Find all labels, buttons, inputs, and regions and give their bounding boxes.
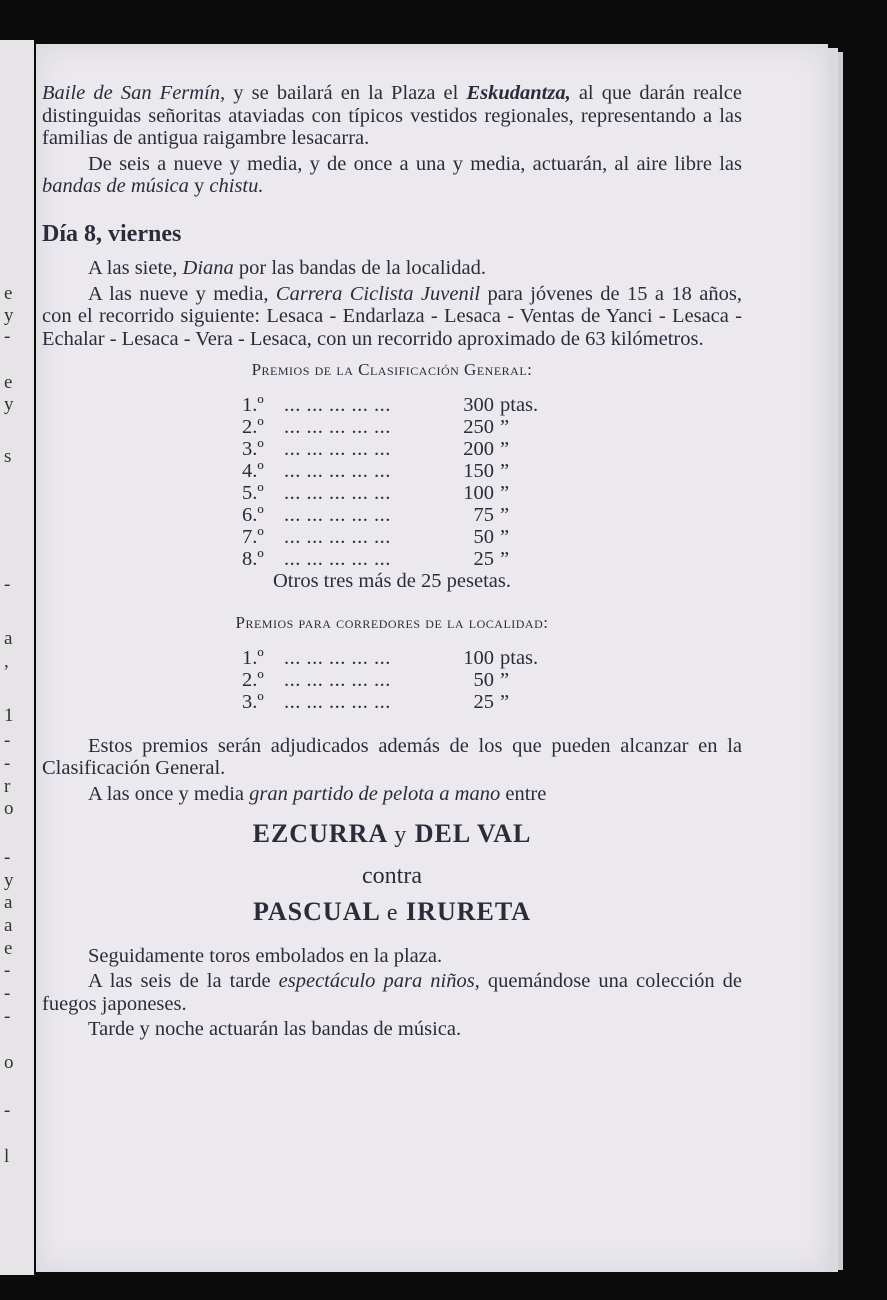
prize-list	[42, 394, 742, 570]
prize-leader: ... ... ... ... ...	[284, 481, 391, 504]
prizes-note: Otros tres más de 25 pesetas.	[273, 569, 511, 592]
page-content	[42, 82, 742, 1041]
prize-leader: ... ... ... ... ...	[284, 459, 391, 482]
prize-amount: 100	[463, 646, 494, 669]
prize-unit: ptas.	[500, 393, 539, 416]
prize-leader: ... ... ... ... ...	[284, 503, 391, 526]
prizes-heading: Premios de la Clasificación General:	[251, 360, 533, 379]
text-italic: Baile de San Fermín,	[42, 82, 226, 104]
prize-unit: ”	[500, 437, 510, 460]
left-fragment: o	[4, 1052, 14, 1073]
text: por las bandas de la localidad.	[233, 257, 486, 279]
prize-position: 4.º	[242, 459, 264, 482]
prize-row	[42, 691, 742, 713]
text-italic: espectáculo para niños,	[278, 970, 480, 992]
text-italic: Carrera Ciclista Juvenil	[275, 282, 481, 305]
left-fragment: s	[4, 446, 12, 467]
left-fragment: a	[4, 915, 13, 936]
local-prizes-heading: Premios para corredores de la localidad:	[235, 613, 549, 632]
prize-unit: ptas.	[500, 646, 539, 669]
left-fragment: o	[4, 798, 14, 819]
left-fragment: -	[4, 326, 11, 347]
prize-amount: 300	[463, 393, 494, 416]
prize-row	[42, 394, 742, 416]
text: A las once y media	[88, 782, 250, 805]
text: quemándose una colección de fuegos japoneses.	[42, 970, 742, 1015]
prize-position: 2.º	[242, 668, 264, 691]
left-fragment: e	[4, 372, 13, 393]
left-fragment: y	[4, 870, 14, 891]
prize-position: 3.º	[242, 437, 264, 460]
match-team-2	[42, 897, 742, 926]
prize-row	[42, 504, 742, 526]
prize-amount: 75	[473, 503, 494, 526]
text: y se bailará en la Plaza el	[225, 82, 467, 104]
text: para jóvenes de 15 a 18 años, con el recorrido siguiente: Lesaca - Endarlaza - Lesaca - Ventas de Yanci - Lesaca - Echalar - Lesaca - Vera - Lesaca, con un recorrido aproximado de 63 kilómetros.	[42, 282, 743, 350]
left-fragment: -	[4, 1100, 11, 1121]
paragraph	[42, 283, 742, 351]
connector: y	[394, 822, 408, 848]
left-fragment: a	[4, 892, 13, 913]
prize-amount: 250	[463, 415, 494, 438]
left-fragment: y	[4, 305, 14, 326]
left-fragment: -	[4, 960, 11, 981]
left-fragment: 1	[4, 705, 14, 726]
paragraph: Tarde y noche actuarán las bandas de música.	[88, 1018, 462, 1040]
prize-amount: 150	[463, 459, 494, 482]
prize-row	[42, 669, 742, 691]
text-bold-italic: Eskudantza,	[466, 82, 571, 104]
prize-leader: ... ... ... ... ...	[284, 415, 391, 438]
prize-unit: ”	[500, 459, 510, 482]
text: y	[188, 175, 210, 197]
text-italic: bandas de música	[42, 175, 189, 197]
prize-row	[42, 482, 742, 504]
left-fragment: -	[4, 1006, 11, 1027]
prize-unit: ”	[500, 415, 510, 438]
left-fragment: -	[4, 574, 11, 595]
text-italic: Diana	[182, 257, 234, 279]
prize-position: 1.º	[242, 393, 264, 416]
prize-unit: ”	[500, 525, 510, 548]
text: A las seis de la tarde	[88, 970, 279, 992]
prize-amount: 25	[473, 547, 494, 570]
left-fragment: e	[4, 938, 13, 959]
left-page-edge	[0, 40, 34, 1275]
left-fragment: l	[4, 1146, 10, 1167]
text-italic: chistu.	[209, 175, 264, 197]
paragraph: Seguidamente toros embolados en la plaza.	[88, 944, 443, 967]
player-name: DEL VAL	[414, 819, 532, 848]
left-fragment: -	[4, 847, 11, 868]
player-name: EZCURRA	[252, 819, 387, 848]
text: A las siete,	[88, 257, 183, 279]
day-heading: Día 8, viernes	[42, 220, 182, 247]
connector: e	[386, 900, 399, 926]
prize-amount: 50	[473, 668, 494, 691]
prize-amount: 25	[473, 690, 494, 713]
prize-position: 5.º	[242, 481, 264, 504]
left-fragment: e	[4, 283, 13, 304]
paragraph	[42, 257, 742, 280]
prize-leader: ... ... ... ... ...	[284, 525, 391, 548]
player-name: PASCUAL	[252, 897, 380, 926]
paragraph	[42, 153, 742, 198]
text: entre	[500, 782, 547, 805]
prize-position: 8.º	[242, 547, 264, 570]
left-fragment: y	[4, 394, 14, 415]
prize-leader: ... ... ... ... ...	[284, 547, 391, 570]
prize-leader: ... ... ... ... ...	[284, 690, 391, 713]
match-versus: contra	[362, 862, 422, 889]
match-team-1	[42, 819, 742, 848]
prize-position: 6.º	[242, 503, 264, 526]
prize-leader: ... ... ... ... ...	[284, 437, 391, 460]
prize-position: 3.º	[242, 690, 264, 713]
text-italic: gran partido de pelota a mano	[249, 782, 501, 805]
prize-row	[42, 460, 742, 482]
left-fragment: -	[4, 753, 11, 774]
prize-amount: 200	[463, 437, 494, 460]
prize-position: 1.º	[242, 646, 264, 669]
prize-position: 7.º	[242, 525, 264, 548]
prize-unit: ”	[500, 668, 510, 691]
paragraph	[42, 970, 742, 1015]
prize-position: 2.º	[242, 415, 264, 438]
prize-unit: ”	[500, 547, 510, 570]
prize-unit: ”	[500, 690, 510, 713]
left-fragment: r	[4, 776, 11, 797]
text: al que darán realce distinguidas señoritas ataviadas con típicos vestidos regionales, representando a las familias de antigua raigambre lesacarra.	[42, 82, 742, 149]
paragraph	[42, 783, 742, 806]
prize-row	[42, 647, 742, 669]
left-fragment: a	[4, 628, 13, 649]
left-fragment: -	[4, 983, 11, 1004]
text: De seis a nueve y media, y de once a una y media, actuarán, al aire libre las	[88, 152, 742, 175]
text: A las nueve y media,	[88, 282, 276, 305]
prize-amount: 100	[463, 481, 494, 504]
left-fragment: -	[4, 730, 11, 751]
prize-row	[42, 416, 742, 438]
paragraph: Estos premios serán adjudicados además de los que pueden alcanzar en la Clasificación General.	[42, 734, 742, 779]
prize-row	[42, 438, 742, 460]
left-fragment: ,	[4, 651, 9, 672]
prize-row	[42, 548, 742, 570]
local-prize-list	[42, 647, 742, 713]
prize-amount: 50	[473, 525, 494, 548]
prize-unit: ”	[500, 503, 510, 526]
prize-leader: ... ... ... ... ...	[284, 646, 391, 669]
paragraph	[42, 82, 742, 150]
prize-unit: ”	[500, 481, 510, 504]
prize-leader: ... ... ... ... ...	[284, 393, 391, 416]
prize-leader: ... ... ... ... ...	[284, 668, 391, 691]
prize-row	[42, 526, 742, 548]
player-name: IRURETA	[406, 897, 532, 926]
